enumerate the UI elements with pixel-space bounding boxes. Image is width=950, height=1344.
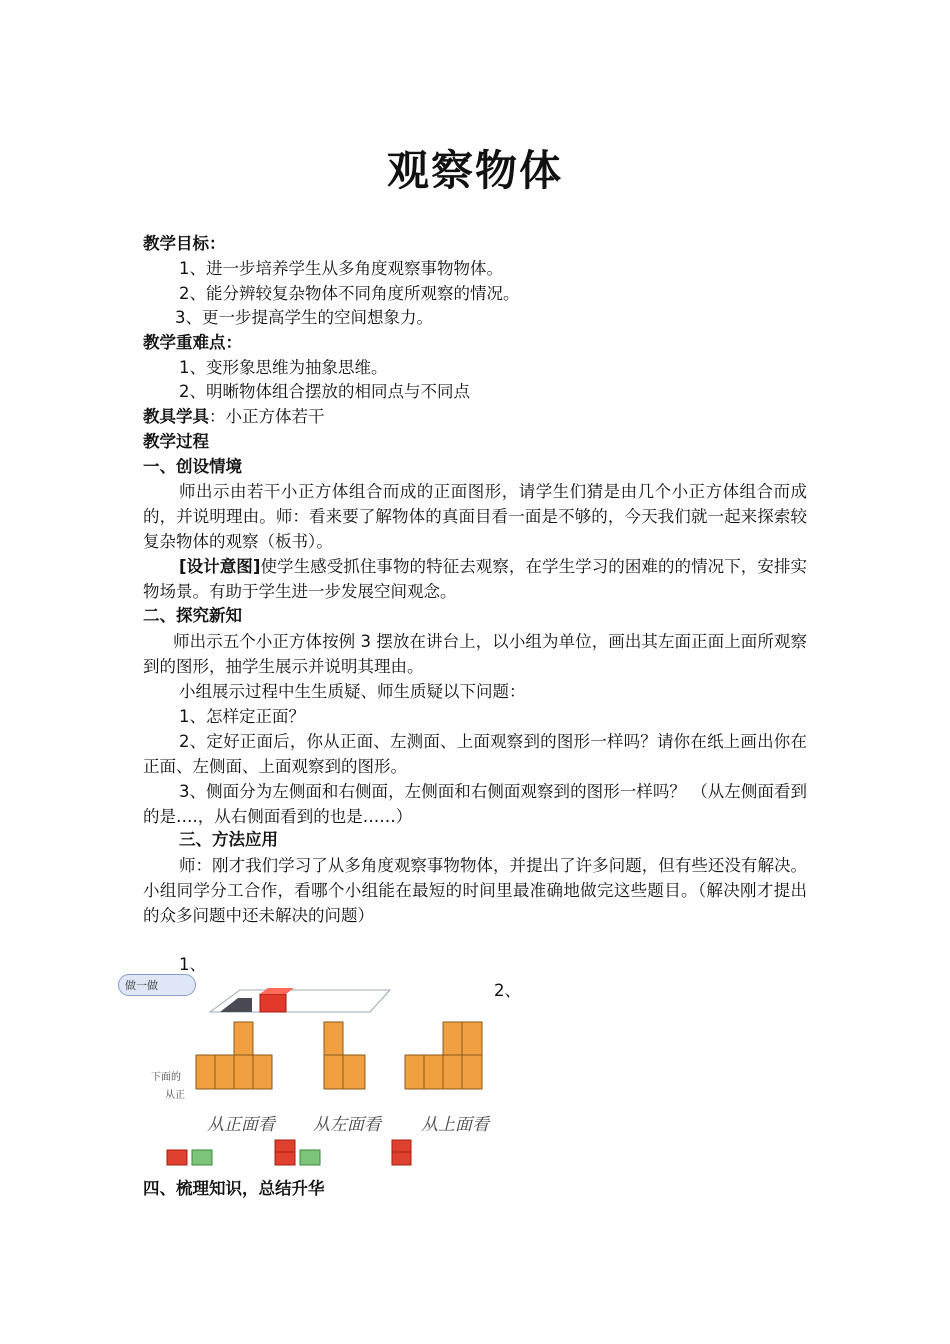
section3-heading: 三、方法应用 — [179, 830, 278, 849]
exercise-1-number: 1、 — [179, 955, 206, 974]
cube — [324, 1055, 343, 1089]
figure-side-text-2: 从正 — [165, 1090, 185, 1101]
figure-side-text-1: 下面的 — [151, 1072, 181, 1083]
left-view-label: 从左面看 — [313, 1115, 381, 1135]
red-square — [275, 1152, 295, 1165]
goal-item: 1、进一步培养学生从多角度观察事物物体。 — [179, 259, 503, 278]
section1-paragraph: 师出示由若干小正方体组合而成的正面图形，请学生们猜是由几个小正方体组合而成的，并说明理由。师：看来要了解物体的真面目看一面是不够的，今天我们就一起来探索较复杂物体的观察（板书）。 — [143, 482, 807, 551]
question-1: 1、怎样定正面？ — [179, 707, 305, 726]
left-view-diagram — [322, 1020, 368, 1092]
top-view-diagram — [403, 1020, 485, 1092]
answer-squares — [166, 1138, 416, 1168]
section2-question-intro: 小组展示过程中生生质疑、师生质疑以下问题： — [179, 682, 526, 701]
goal-item: 3、更一步提高学生的空间想象力。 — [175, 308, 433, 327]
design-intent-text: 使学生感受抓住事物的特征去观察，在学生学习的困难的的情况下，安排实物场景。有助于学生进一步发展空间观念。 — [143, 557, 807, 601]
exercise-badge — [118, 974, 196, 996]
exercise-photo-strip — [200, 980, 490, 1014]
process-heading: 教学过程 — [143, 432, 209, 451]
section2-heading: 二、探究新知 — [143, 606, 242, 625]
red-square — [392, 1140, 411, 1152]
cube — [424, 1055, 443, 1089]
cube — [324, 1022, 343, 1055]
green-square — [192, 1150, 212, 1165]
red-square — [167, 1150, 187, 1165]
section4-heading: 四、梳理知识，总结升华 — [143, 1179, 325, 1198]
goal-item: 2、能分辨较复杂物体不同角度所观察的情况。 — [179, 284, 520, 303]
goals-heading: 教学目标： — [143, 234, 226, 253]
cube — [196, 1055, 215, 1089]
exercise-2-number: 2、 — [494, 981, 521, 1000]
question-3: 3、侧面分为左侧面和右侧面，左侧面和右侧面观察到的图形一样吗？ （从左侧面看到的是….，从右侧面看到的也是……） — [143, 782, 807, 826]
top-view-label: 从上面看 — [421, 1115, 489, 1135]
cube — [443, 1055, 462, 1089]
cube — [405, 1055, 424, 1089]
cube — [462, 1055, 482, 1089]
cube — [234, 1055, 253, 1089]
red-square — [275, 1140, 295, 1152]
cube — [443, 1022, 462, 1055]
cube — [462, 1022, 482, 1055]
key-points-heading: 教学重难点： — [143, 333, 242, 352]
tools-line — [143, 405, 325, 429]
cube — [234, 1022, 253, 1055]
front-view-label: 从正面看 — [207, 1115, 275, 1135]
green-square — [300, 1150, 320, 1165]
tools-heading: 教具学具 — [143, 407, 209, 426]
exercise-badge-label: 做一做 — [125, 979, 158, 992]
section1-design-paragraph — [143, 554, 807, 604]
key-point-item: 1、变形象思维为抽象思维。 — [179, 358, 388, 377]
question-2: 2、定好正面后，你从正面、左测面、上面观察到的图形一样吗？请你在纸上画出你在正面、左侧面、上面观察到的图形。 — [143, 732, 807, 776]
document-title: 观察物体 — [386, 146, 563, 195]
section3-paragraph: 师：刚才我们学习了从多角度观察事物物体，并提出了许多问题，但有些还没有解决。小组同学分工合作，看哪个小组能在最短的时间里最准确地做完这些题目。（解决刚才提出的众多问题中还未解决的问题） — [143, 856, 807, 925]
cube — [215, 1055, 234, 1089]
front-view-diagram — [194, 1020, 274, 1092]
red-square — [392, 1152, 411, 1165]
design-intent-label: [设计意图] — [179, 557, 261, 576]
section1-heading: 一、创设情境 — [143, 457, 242, 476]
tools-text: ：小正方体若干 — [209, 407, 325, 426]
section2-paragraph: 师出示五个小正方体按例 3 摆放在讲台上，以小组为单位，画出其左面正面上面所观察到的图形，抽学生展示并说明其理由。 — [143, 632, 807, 676]
key-point-item: 2、明晰物体组合摆放的相同点与不同点 — [179, 382, 470, 401]
red-cube-photo — [260, 994, 286, 1012]
cube — [343, 1055, 365, 1089]
cube — [253, 1055, 272, 1089]
